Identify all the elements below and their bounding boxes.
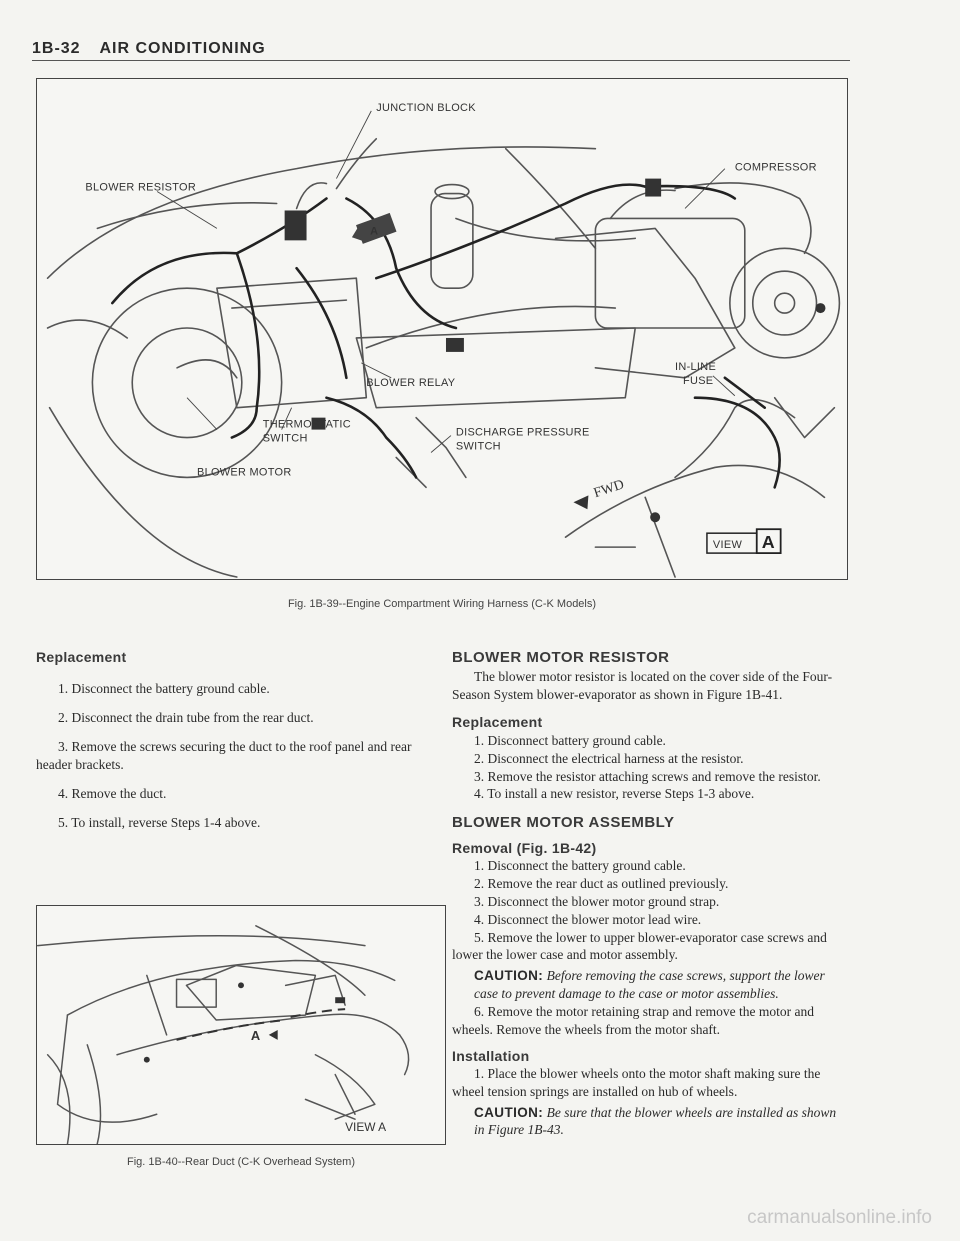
figure-rear-duct (36, 905, 446, 1145)
label-compressor: COMPRESSOR (734, 161, 817, 174)
figure-engine-wiring-harness (36, 78, 848, 580)
install-step-1: 1. Place the blower wheels onto the motor shaft making sure the wheel tension springs are installed on hub of wheels. (452, 1066, 821, 1099)
right-column (452, 648, 850, 1139)
left-step-1: 1. Disconnect the battery ground cable. (58, 681, 270, 697)
svg-text:VIEW: VIEW (712, 539, 743, 552)
label-in-line: IN-LINE (675, 360, 717, 373)
caution-1-text: Before removing the case screws, support the lower case to prevent damage to the case or motor assemblies. (474, 968, 825, 1002)
rear-duct-illustration (37, 906, 445, 1144)
removal-step-5: 5. Remove the lower to upper blower-evaporator case screws and lower the lower case and motor assembly. (452, 929, 827, 963)
caution-2-text: Be sure that the blower wheels are installed as shown in Figure 1B-43. (474, 1104, 837, 1138)
label-blower-motor: BLOWER MOTOR (196, 466, 292, 479)
removal-step-1: 1. Disconnect the battery ground cable. (474, 858, 686, 874)
header-rule (32, 60, 850, 61)
left-step-5: 5. To install, reverse Steps 1-4 above. (58, 814, 261, 830)
label-thermostatic: THERMOSTATIC (262, 418, 351, 431)
left-step-3: 3. Remove the screws securing the duct to the roof panel and rear header brackets. (36, 739, 412, 772)
caution-1 (452, 967, 850, 1003)
watermark: carmanualsonline.info (747, 1207, 932, 1228)
resistor-intro: The blower motor resistor is located on the cover side of the Four-Season System blower-evaporator as shown in Figure 1B-41. (452, 668, 833, 702)
label-switch-discharge: SWITCH (455, 440, 501, 453)
blower-motor-resistor-heading: BLOWER MOTOR RESISTOR (452, 649, 670, 666)
fig40-callout: A (250, 1027, 261, 1043)
label-junction-block: JUNCTION BLOCK (376, 101, 476, 114)
left-column (36, 648, 446, 831)
resistor-step-4: 4. To install a new resistor, reverse Steps 1-3 above. (474, 786, 755, 802)
caution-1-label: CAUTION: (474, 968, 544, 984)
section-title: AIR CONDITIONING (99, 40, 266, 57)
label-fwd: FWD (591, 477, 627, 502)
label-blower-resistor: BLOWER RESISTOR (85, 181, 197, 194)
label-blower-relay: BLOWER RELAY (366, 376, 456, 389)
removal-step-3: 3. Disconnect the blower motor ground strap. (474, 894, 720, 910)
view-a-badge (707, 529, 781, 553)
removal-heading: Removal (Fig. 1B-42) (452, 839, 597, 856)
callout-letter: A (370, 225, 379, 238)
removal-step-4: 4. Disconnect the blower motor lead wire. (474, 911, 702, 927)
engine-compartment-illustration (37, 79, 847, 579)
blower-motor-assembly-heading: BLOWER MOTOR ASSEMBLY (452, 814, 675, 832)
caution-2 (452, 1104, 850, 1140)
resistor-step-2: 2. Disconnect the electrical harness at the resistor. (474, 750, 744, 766)
fig40-view-label: VIEW A (345, 1120, 387, 1135)
left-step-2: 2. Disconnect the drain tube from the rear duct. (58, 710, 314, 726)
label-switch-thermostatic: SWITCH (262, 432, 308, 445)
page-number: 1B-32 (32, 40, 81, 57)
forward-arrow-icon (573, 495, 588, 509)
label-discharge-pressure: DISCHARGE PRESSURE (455, 426, 590, 439)
label-fuse: FUSE (683, 374, 714, 387)
resistor-step-1: 1. Disconnect battery ground cable. (474, 732, 666, 748)
arrow-icon (269, 1030, 278, 1040)
page-header (32, 40, 850, 58)
removal-step-6: 6. Remove the motor retaining strap and remove the motor and wheels. Remove the wheels from the motor shaft. (452, 1003, 815, 1037)
caution-2-label: CAUTION: (474, 1104, 544, 1120)
removal-step-2: 2. Remove the rear duct as outlined previously. (474, 876, 729, 892)
svg-text:A: A (761, 532, 775, 553)
resistor-replacement-heading: Replacement (452, 714, 543, 731)
figure-39-caption: Fig. 1B-39--Engine Compartment Wiring Harness (C-K Models) (287, 598, 597, 610)
installation-heading: Installation (452, 1047, 530, 1064)
figure-40-caption: Fig. 1B-40--Rear Duct (C-K Overhead System) (126, 1156, 355, 1168)
left-step-4: 4. Remove the duct. (58, 785, 167, 801)
resistor-step-3: 3. Remove the resistor attaching screws and remove the resistor. (474, 768, 821, 784)
replacement-heading: Replacement (36, 649, 127, 665)
